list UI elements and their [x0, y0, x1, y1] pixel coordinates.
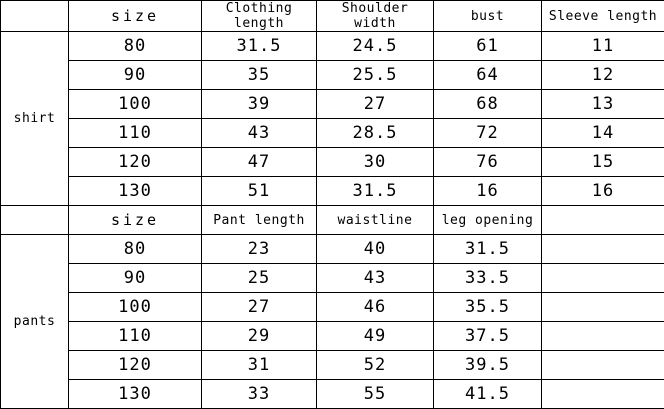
cell-waistline: 46	[317, 293, 434, 322]
cell-clothing-length: 39	[202, 90, 317, 119]
cell-clothing-length: 51	[202, 177, 317, 206]
cell-size: 110	[69, 322, 202, 351]
empty-cell	[542, 322, 664, 351]
table-header-row-shirt	[1, 1, 664, 32]
cell-shoulder-width: 24.5	[317, 32, 434, 61]
table-row	[1, 148, 664, 177]
cell-sleeve-length: 15	[542, 148, 664, 177]
cell-shoulder-width: 31.5	[317, 177, 434, 206]
cell-sleeve-length: 12	[542, 61, 664, 90]
cell-size: 130	[69, 177, 202, 206]
table-row	[1, 235, 664, 264]
column-header-shoulder-width: Shoulder width	[317, 1, 434, 32]
table-row	[1, 293, 664, 322]
table-row	[1, 90, 664, 119]
table-row	[1, 351, 664, 380]
cell-bust: 72	[434, 119, 542, 148]
cell-size: 120	[69, 148, 202, 177]
table-row	[1, 264, 664, 293]
table-row	[1, 380, 664, 409]
empty-cell	[542, 235, 664, 264]
cell-pant-length: 33	[202, 380, 317, 409]
cell-size: 120	[69, 351, 202, 380]
cell-clothing-length: 31.5	[202, 32, 317, 61]
empty-cell	[542, 264, 664, 293]
cell-waistline: 40	[317, 235, 434, 264]
table-row	[1, 119, 664, 148]
cell-pant-length: 27	[202, 293, 317, 322]
empty-cell	[542, 293, 664, 322]
row-group-label-pants: pants	[1, 235, 69, 409]
cell-size: 100	[69, 293, 202, 322]
cell-shoulder-width: 25.5	[317, 61, 434, 90]
column-header-size: size	[69, 206, 202, 235]
corner-cell-pants	[1, 206, 69, 235]
cell-waistline: 49	[317, 322, 434, 351]
cell-waistline: 55	[317, 380, 434, 409]
cell-size: 80	[69, 32, 202, 61]
column-header-sleeve-length: Sleeve length	[542, 1, 664, 32]
cell-sleeve-length: 13	[542, 90, 664, 119]
cell-leg-opening: 35.5	[434, 293, 542, 322]
cell-bust: 68	[434, 90, 542, 119]
cell-bust: 61	[434, 32, 542, 61]
cell-leg-opening: 31.5	[434, 235, 542, 264]
cell-leg-opening: 39.5	[434, 351, 542, 380]
column-header-size: size	[69, 1, 202, 32]
cell-shoulder-width: 28.5	[317, 119, 434, 148]
column-header-leg-opening: leg opening	[434, 206, 542, 235]
empty-cell	[542, 351, 664, 380]
cell-waistline: 52	[317, 351, 434, 380]
column-header-bust: bust	[434, 1, 542, 32]
empty-cell	[542, 206, 664, 235]
cell-waistline: 43	[317, 264, 434, 293]
column-header-pant-length: Pant length	[202, 206, 317, 235]
empty-cell	[542, 380, 664, 409]
cell-size: 110	[69, 119, 202, 148]
cell-size: 90	[69, 61, 202, 90]
row-group-label-shirt: shirt	[1, 32, 69, 206]
table-row	[1, 32, 664, 61]
cell-leg-opening: 37.5	[434, 322, 542, 351]
cell-size: 130	[69, 380, 202, 409]
cell-pant-length: 31	[202, 351, 317, 380]
cell-leg-opening: 41.5	[434, 380, 542, 409]
cell-shoulder-width: 30	[317, 148, 434, 177]
cell-pant-length: 23	[202, 235, 317, 264]
table-row	[1, 177, 664, 206]
table-row	[1, 61, 664, 90]
cell-clothing-length: 35	[202, 61, 317, 90]
cell-size: 100	[69, 90, 202, 119]
cell-pant-length: 25	[202, 264, 317, 293]
cell-size: 90	[69, 264, 202, 293]
column-header-clothing-length: Clothing length	[202, 1, 317, 32]
corner-cell-shirt	[1, 1, 69, 32]
cell-size: 80	[69, 235, 202, 264]
cell-sleeve-length: 14	[542, 119, 664, 148]
cell-shoulder-width: 27	[317, 90, 434, 119]
table-row	[1, 322, 664, 351]
cell-leg-opening: 33.5	[434, 264, 542, 293]
column-header-waistline: waistline	[317, 206, 434, 235]
cell-sleeve-length: 11	[542, 32, 664, 61]
cell-pant-length: 29	[202, 322, 317, 351]
cell-clothing-length: 43	[202, 119, 317, 148]
table-header-row-pants	[1, 206, 664, 235]
cell-bust: 76	[434, 148, 542, 177]
cell-sleeve-length: 16	[542, 177, 664, 206]
cell-bust: 64	[434, 61, 542, 90]
cell-clothing-length: 47	[202, 148, 317, 177]
cell-bust: 16	[434, 177, 542, 206]
